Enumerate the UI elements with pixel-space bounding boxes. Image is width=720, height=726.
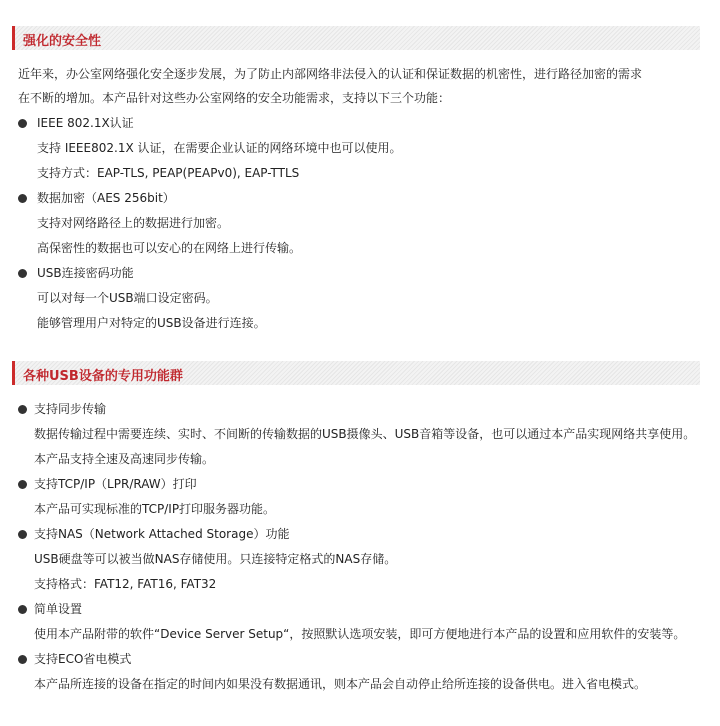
bullet-icon (18, 530, 27, 539)
bullet-icon (18, 194, 27, 203)
feature-detail: 支持格式：FAT12, FAT16, FAT32 (34, 577, 217, 591)
bullet-icon (18, 655, 27, 664)
feature-heading-encryption: 数据加密（AES 256bit） (37, 191, 175, 205)
feature-heading-usb-password: USB连接密码功能 (37, 266, 134, 280)
feature-detail: USB硬盘等可以被当做NAS存储使用。只连接特定格式的NAS存储。 (34, 552, 397, 566)
feature-detail: 支持 IEEE802.1X 认证，在需要企业认证的网络环境中也可以使用。 (37, 141, 402, 155)
section-title: 强化的安全性 (23, 34, 102, 49)
intro-paragraph-line-2: 在不断的增加。本产品针对这些办公室网络的安全功能需求，支持以下三个功能： (18, 91, 451, 105)
feature-detail: 使用本产品附带的软件“Device Server Setup“，按照默认选项安装，即可方便地进行本产品的设置和应用软件的安装等。 (34, 627, 686, 641)
section-header-security (12, 26, 700, 50)
feature-detail: 可以对每一个USB端口设定密码。 (37, 291, 218, 305)
bullet-icon (18, 269, 27, 278)
intro-paragraph-line-1: 近年来，办公室网络强化安全逐步发展，为了防止内部网络非法侵入的认证和保证数据的机密性，进行路径加密的需求 (18, 67, 643, 81)
bullet-icon (18, 480, 27, 489)
feature-heading-ieee8021x: IEEE 802.1X认证 (37, 116, 134, 130)
bullet-icon (18, 119, 27, 128)
feature-detail: 支持对网络路径上的数据进行加密。 (37, 216, 230, 230)
bullet-icon (18, 605, 27, 614)
section-header-usb-features (12, 361, 700, 385)
feature-heading-isochronous: 支持同步传输 (34, 402, 107, 416)
feature-heading-easy-setup: 简单设置 (34, 602, 83, 616)
feature-heading-nas: 支持NAS（Network Attached Storage）功能 (34, 527, 290, 541)
feature-detail: 数据传输过程中需要连续、实时、不间断的传输数据的USB摄像头、USB音箱等设备，也可以通过本产品实现网络共享使用。 (34, 427, 696, 441)
feature-detail: 支持方式：EAP-TLS, PEAP(PEAPv0), EAP-TTLS (37, 166, 300, 180)
section-title: 各种USB设备的专用功能群 (23, 369, 183, 384)
bullet-icon (18, 405, 27, 414)
feature-heading-tcpip-print: 支持TCP/IP（LPR/RAW）打印 (34, 477, 197, 491)
feature-detail: 本产品所连接的设备在指定的时间内如果没有数据通讯，则本产品会自动停止给所连接的设备供电。进入省电模式。 (34, 677, 647, 691)
feature-heading-eco: 支持ECO省电模式 (34, 652, 132, 666)
feature-detail: 本产品支持全速及高速同步传输。 (34, 452, 215, 466)
feature-detail: 高保密性的数据也可以安心的在网络上进行传输。 (37, 241, 302, 255)
feature-detail: 能够管理用户对特定的USB设备进行连接。 (37, 316, 266, 330)
feature-detail: 本产品可实现标准的TCP/IP打印服务器功能。 (34, 502, 276, 516)
